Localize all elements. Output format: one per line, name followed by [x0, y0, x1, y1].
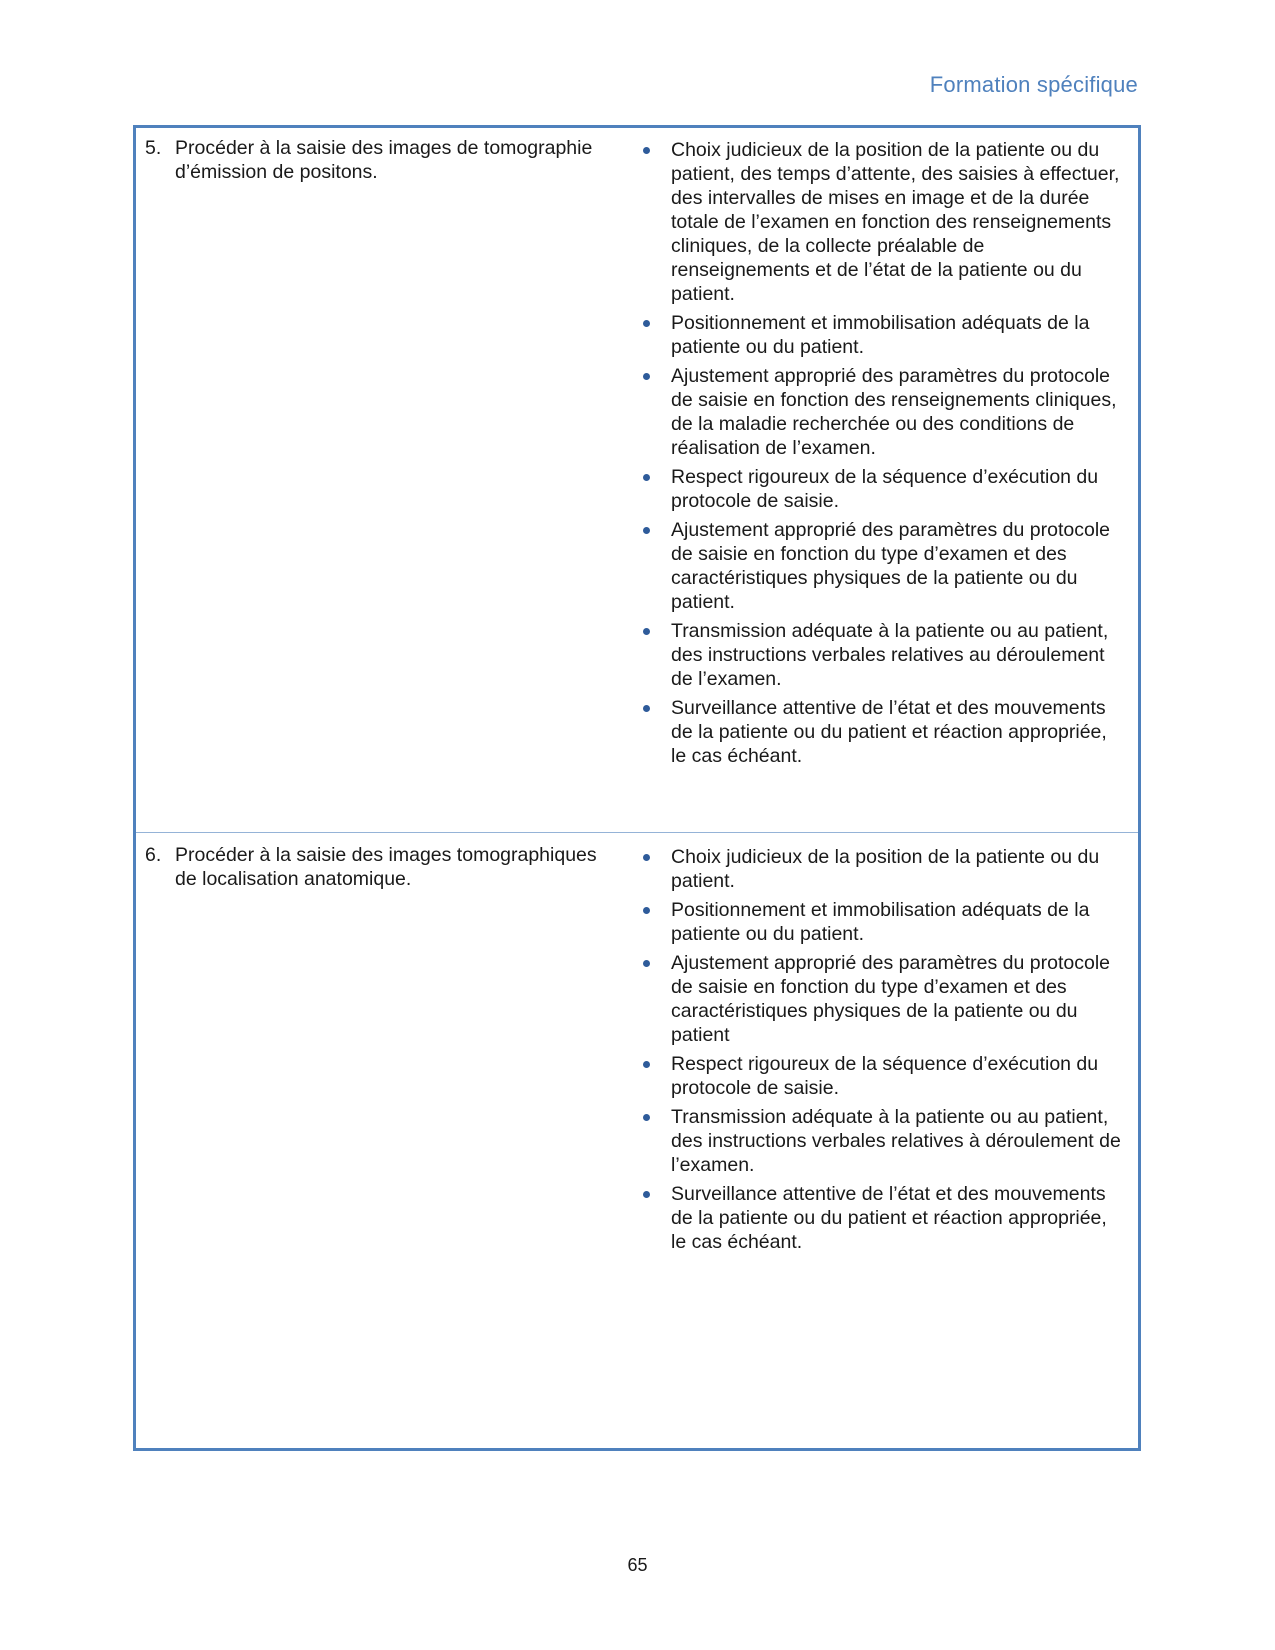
criterion-text: Respect rigoureux de la séquence d’exécution du protocole de saisie.: [671, 1053, 1099, 1099]
criterion-text: Respect rigoureux de la séquence d’exécution du protocole de saisie.: [671, 466, 1099, 512]
bullet-icon: [643, 854, 650, 861]
criterion-text: Positionnement et immobilisation adéquats de la patiente ou du patient.: [671, 312, 1090, 358]
list-item: [641, 1182, 1123, 1254]
objective-cell: [145, 136, 615, 184]
objective-number: 6.: [145, 844, 162, 866]
criterion-text: Surveillance attentive de l’état et des mouvements de la patiente ou du patient et réaction appropriée, le cas échéant.: [671, 1183, 1107, 1253]
criteria-list: [641, 138, 1123, 773]
row-divider: [136, 832, 1138, 833]
list-item: [641, 845, 1123, 893]
bullet-icon: [643, 474, 650, 481]
criterion-text: Transmission adéquate à la patiente ou au patient, des instructions verbales relatives à déroulement de l’examen.: [671, 1106, 1121, 1176]
list-item: [641, 1052, 1123, 1100]
bullet-icon: [643, 705, 650, 712]
list-item: [641, 619, 1123, 691]
criterion-text: Ajustement approprié des paramètres du protocole de saisie en fonction du type d’examen et des caractéristiques physiques de la patiente ou du patient: [671, 952, 1110, 1046]
bullet-icon: [643, 320, 650, 327]
bullet-icon: [643, 960, 650, 967]
bullet-icon: [643, 1114, 650, 1121]
bullet-icon: [643, 527, 650, 534]
bullet-icon: [643, 1191, 650, 1198]
list-item: [641, 898, 1123, 946]
criterion-text: Choix judicieux de la position de la patiente ou du patient.: [671, 846, 1100, 892]
criteria-list: [641, 845, 1123, 1259]
criterion-text: Choix judicieux de la position de la patiente ou du patient, des temps d’attente, des saisies à effectuer, des intervalles de mises en image et de la durée totale de l’examen en fonction des renseignements cliniques, de la collecte préalable de renseignements et de l’état de la patiente ou du patient.: [671, 139, 1120, 305]
bullet-icon: [643, 628, 650, 635]
list-item: [641, 311, 1123, 359]
list-item: [641, 951, 1123, 1047]
running-header: Formation spécifique: [929, 72, 1138, 97]
competency-table: [133, 125, 1141, 1451]
list-item: [641, 465, 1123, 513]
list-item: [641, 138, 1123, 306]
criterion-text: Transmission adéquate à la patiente ou au patient, des instructions verbales relatives au déroulement de l’examen.: [671, 620, 1109, 690]
objective-text: Procéder à la saisie des images de tomographie d’émission de positons.: [175, 137, 593, 183]
objective-text: Procéder à la saisie des images tomographiques de localisation anatomique.: [175, 844, 597, 890]
criterion-text: Positionnement et immobilisation adéquats de la patiente ou du patient.: [671, 899, 1090, 945]
bullet-icon: [643, 907, 650, 914]
bullet-icon: [643, 147, 650, 154]
bullet-icon: [643, 373, 650, 380]
criterion-text: Ajustement approprié des paramètres du protocole de saisie en fonction du type d’examen et des caractéristiques physiques de la patiente ou du patient.: [671, 519, 1110, 613]
list-item: [641, 1105, 1123, 1177]
list-item: [641, 364, 1123, 460]
objective-cell: [145, 843, 615, 891]
bullet-icon: [643, 1061, 650, 1068]
list-item: [641, 696, 1123, 768]
objective-number: 5.: [145, 137, 162, 159]
table-row: [136, 128, 1138, 832]
list-item: [641, 518, 1123, 614]
page-number: 65: [627, 1555, 648, 1575]
table-row: [136, 835, 1138, 1448]
criterion-text: Ajustement approprié des paramètres du protocole de saisie en fonction des renseignements cliniques, de la maladie recherchée ou des conditions de réalisation de l’examen.: [671, 365, 1117, 459]
criterion-text: Surveillance attentive de l’état et des mouvements de la patiente ou du patient et réaction appropriée, le cas échéant.: [671, 697, 1107, 767]
